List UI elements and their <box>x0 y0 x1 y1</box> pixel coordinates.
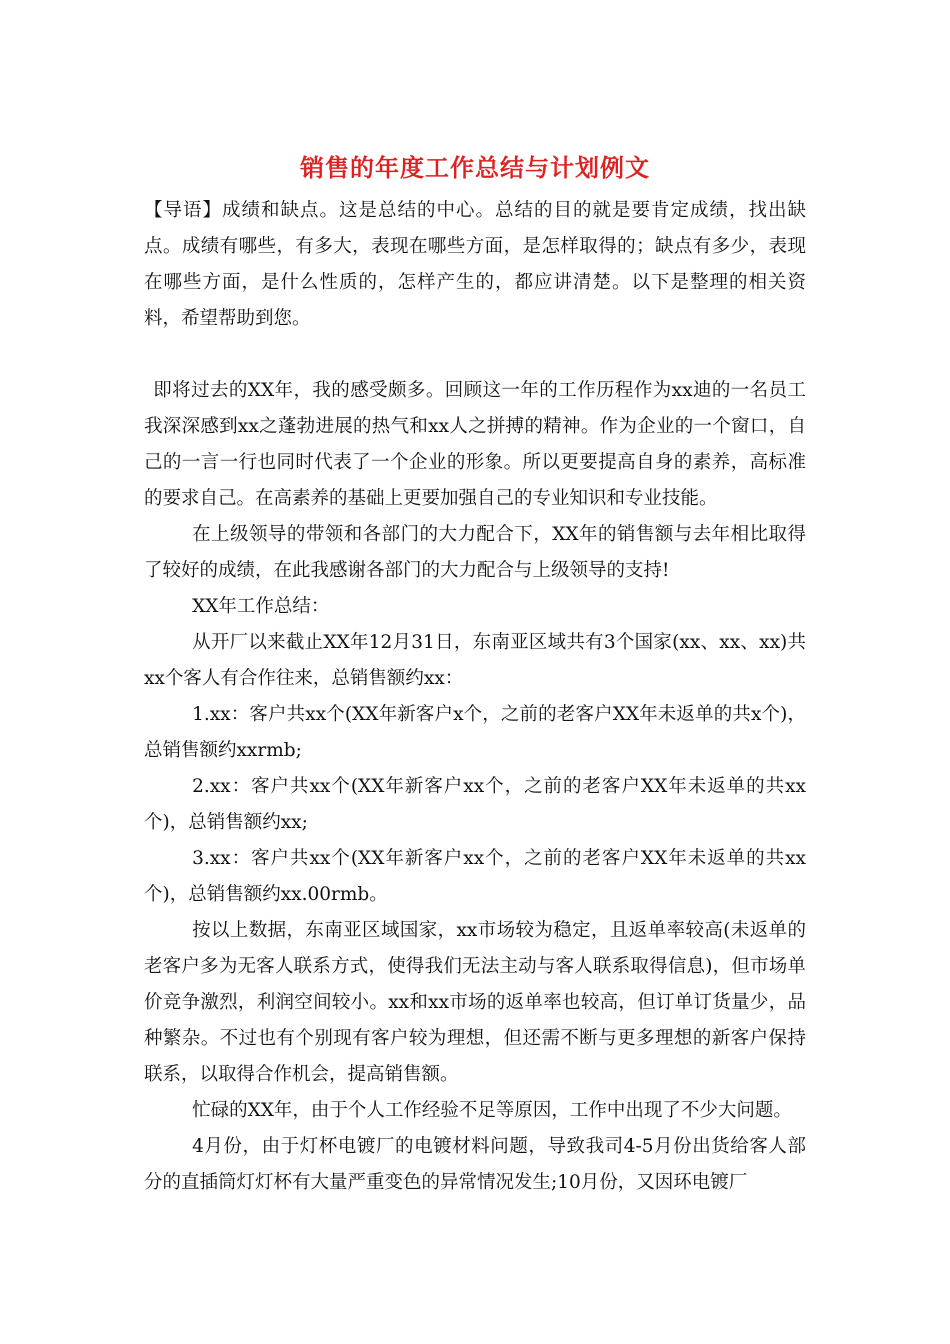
body-paragraph: 按以上数据，东南亚区域国家，xx市场较为稳定，且返单率较高(未返单的老客户多为无客人联系方式，使得我们无法主动与客人联系取得信息)，但市场单价竞争激烈，利润空间较小。xx和xx市场的返单率也较高，但订单订货量少，品种繁杂。不过也有个别现有客户较为理想，但还需不断与更多理想的新客户保持联系，以取得合作机会，提高销售额。 <box>144 920 806 1085</box>
document-title: 销售的年度工作总结与计划例文 <box>300 153 650 182</box>
list-item: 2.xx：客户共xx个(XX年新客户xx个，之前的老客户XX年未返单的共xx个)，总销售额约xx; <box>144 776 806 833</box>
list-item: 1.xx：客户共xx个(XX年新客户x个，之前的老客户XX年未返单的共x个)，总销售额约xxrmb; <box>144 704 806 761</box>
body-paragraph: 在上级领导的带领和各部门的大力配合下，XX年的销售额与去年相比取得了较好的成绩，在此我感谢各部门的大力配合与上级领导的支持! <box>144 524 806 581</box>
list-item: 3.xx：客户共xx个(XX年新客户xx个，之前的老客户XX年未返单的共xx个)，总销售额约xx.00rmb。 <box>144 848 806 905</box>
intro-paragraph: 【导语】成绩和缺点。这是总结的中心。总结的目的就是要肯定成绩，找出缺点。成绩有哪些，有多大，表现在哪些方面，是怎样取得的；缺点有多少，表现在哪些方面，是什么性质的，怎样产生的，都应讲清楚。以下是整理的相关资料，希望帮助到您。 <box>144 200 806 329</box>
body-paragraph: 4月份，由于灯杯电镀厂的电镀材料问题，导致我司4-5月份出货给客人部分的直插筒灯灯杯有大量严重变色的异常情况发生;10月份，又因环电镀厂 <box>144 1136 806 1193</box>
document-body <box>144 193 806 1201</box>
body-paragraph: 即将过去的XX年，我的感受颇多。回顾这一年的工作历程作为xx迪的一名员工我深深感到xx之蓬勃进展的热气和xx人之拼搏的精神。作为企业的一个窗口，自己的一言一行也同时代表了一个企业的形象。所以更要提高自身的素养，高标准的要求自己。在高素养的基础上更要加强自己的专业知识和专业技能。 <box>144 380 806 509</box>
section-heading: XX年工作总结： <box>192 596 330 617</box>
paragraph-spacer <box>144 337 806 373</box>
body-paragraph: 从开厂以来截止XX年12月31日，东南亚区域共有3个国家(xx、xx、xx)共xx个客人有合作往来，总销售额约xx： <box>144 632 806 689</box>
body-paragraph: 忙碌的XX年，由于个人工作经验不足等原因，工作中出现了不少大问题。 <box>192 1100 792 1121</box>
